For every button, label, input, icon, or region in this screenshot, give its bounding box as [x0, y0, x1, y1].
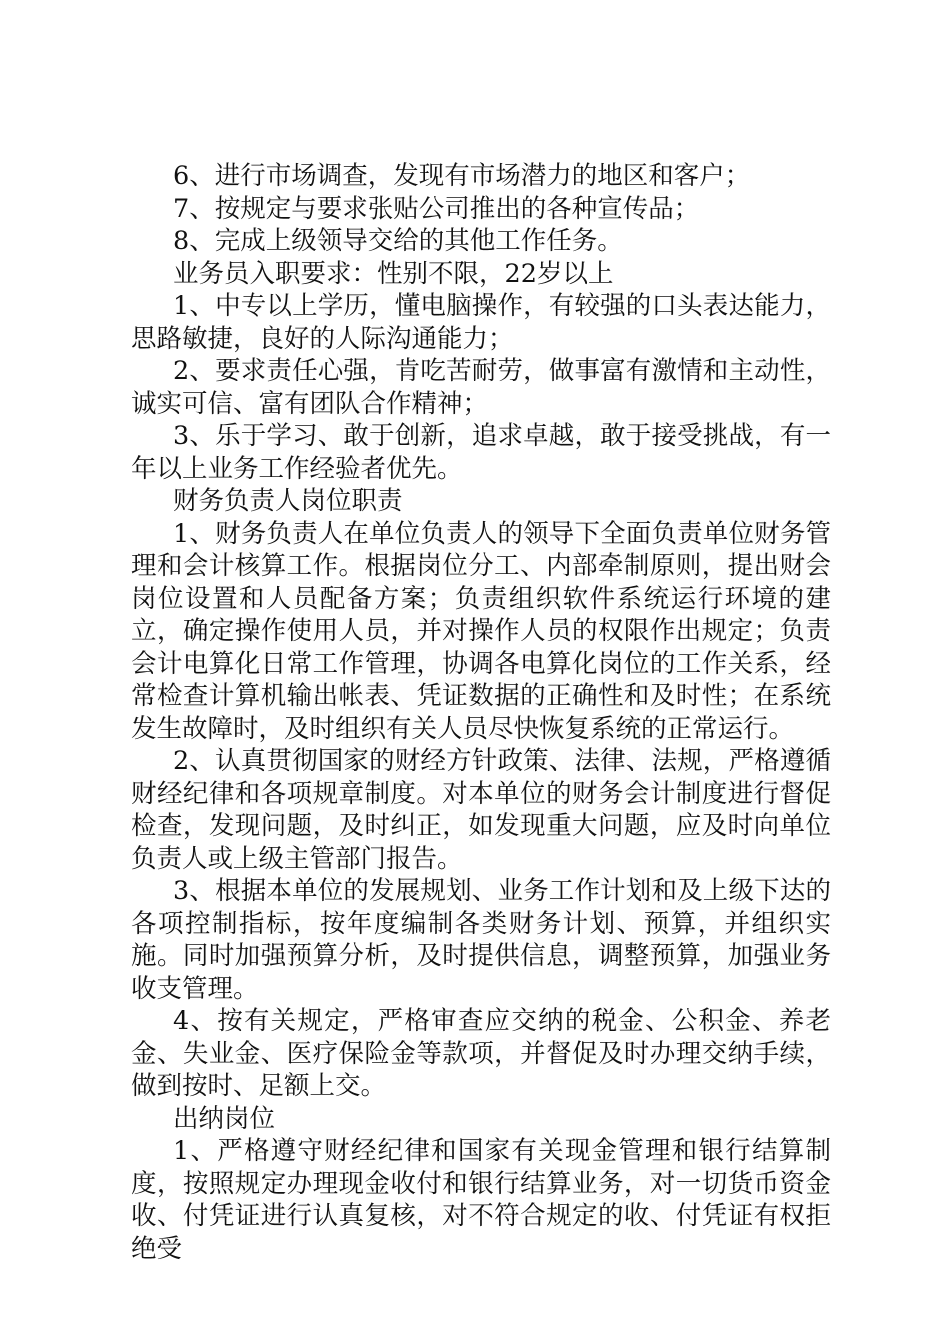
document-page: [131, 160, 831, 1265]
requirement-item-2: 2、要求责任心强，肯吃苦耐劳，做事富有激情和主动性，诚实可信、富有团队合作精神；: [131, 356, 831, 419]
finance-duty-item-2: 2、认真贯彻国家的财经方针政策、法律、法规，严格遵循财经纪律和各项规章制度。对本单位的财务会计制度进行督促检查，发现问题，及时纠正，如发现重大问题，应及时向单位负责人或上级主管部门报告。: [131, 746, 831, 874]
list-item-7-posting-promotions: 7、按规定与要求张贴公司推出的各种宣传品；: [173, 193, 700, 224]
section-heading-cashier: 出纳岗位: [173, 1103, 276, 1134]
requirement-item-3: 3、乐于学习、敢于创新，追求卓越，敢于接受挑战，有一年以上业务工作经验者优先。: [131, 421, 831, 484]
finance-duty-item-1: 1、财务负责人在单位负责人的领导下全面负责单位财务管理和会计核算工作。根据岗位分工、内部牵制原则，提出财会岗位设置和人员配备方案；负责组织软件系统运行环境的建立，确定操作使用人员，并对操作人员的权限作出规定；负责会计电算化日常工作管理，协调各电算化岗位的工作关系，经常检查计算机输出帐表、凭证数据的正确性和及时性；在系统发生故障时，及时组织有关人员尽快恢复系统的正常运行。: [131, 518, 831, 744]
finance-duty-item-4: 4、按有关规定，严格审查应交纳的税金、公积金、养老金、失业金、医疗保险金等款项，并督促及时办理交纳手续，做到按时、足额上交。: [131, 1006, 831, 1101]
section-heading-finance-manager: 财务负责人岗位职责: [173, 486, 403, 516]
requirement-item-1: 1、中专以上学历，懂电脑操作，有较强的口头表达能力，思路敏捷，良好的人际沟通能力；: [131, 291, 831, 354]
list-item-6-market-survey: 6、进行市场调查，发现有市场潜力的地区和客户；: [173, 161, 751, 191]
section-heading-salesperson-requirements: 业务员入职要求：性别不限，22岁以上: [173, 258, 614, 289]
list-item-8-other-tasks: 8、完成上级领导交给的其他工作任务。: [173, 226, 623, 256]
cashier-duty-item-1: 1、严格遵守财经纪律和国家有关现金管理和银行结算制度，按照规定办理现金收付和银行结算业务，对一切货币资金收、付凭证进行认真复核，对不符合规定的收、付凭证有权拒绝受: [131, 1136, 831, 1264]
finance-duty-item-3: 3、根据本单位的发展规划、业务工作计划和及上级下达的各项控制指标，按年度编制各类财务计划、预算，并组织实施。同时加强预算分析，及时提供信息，调整预算，加强业务收支管理。: [131, 876, 831, 1004]
